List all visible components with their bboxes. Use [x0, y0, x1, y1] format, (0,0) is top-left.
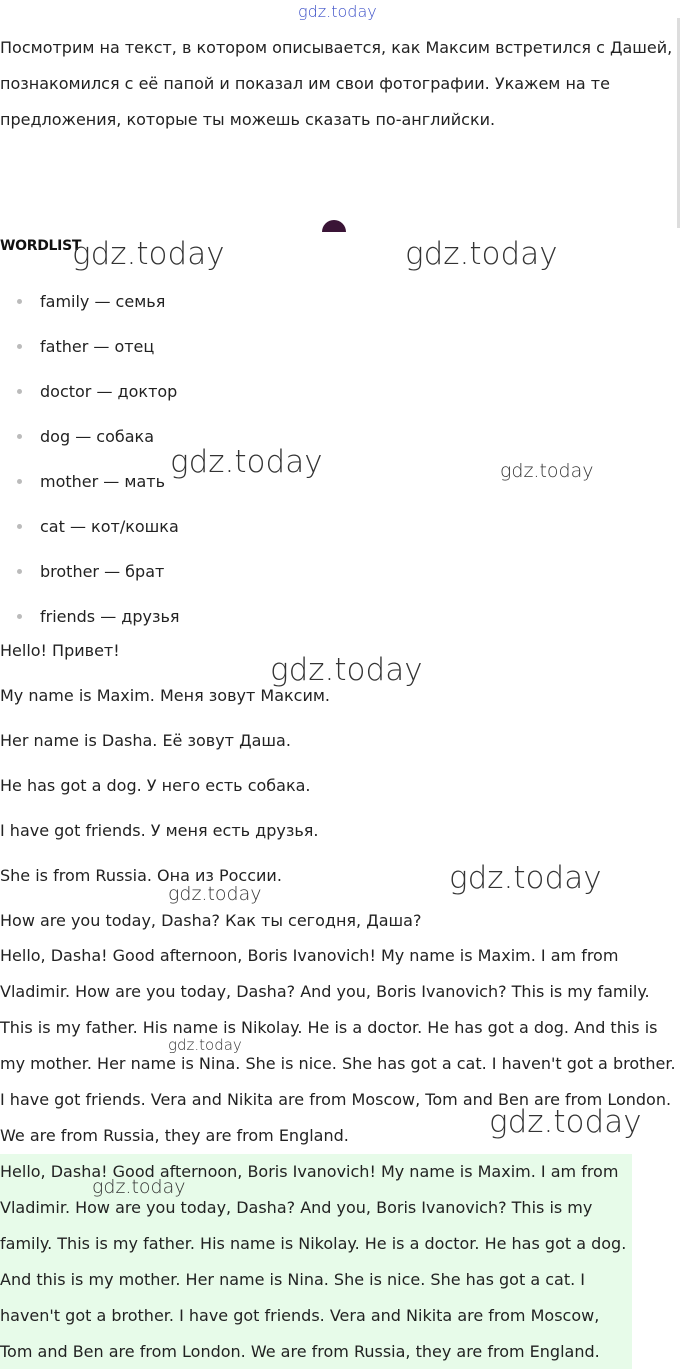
bullet-icon: [17, 389, 22, 394]
word-entry: family — семья: [40, 292, 166, 311]
bullet-icon: [17, 569, 22, 574]
highlighted-paragraph: Hello, Dasha! Good afternoon, Boris Ivanovich! My name is Maxim. I am from Vladimir. How are you today, Dasha? And you, Boris Ivanovich? This is my family. This is my father. His name is Nikolay. He is a doctor. He has got a dog. And this is my mother. Her name is Nina. She is nice. She has got a cat. I haven't got a brother. I have got friends. Vera and Nikita are from Moscow, Tom and Ben are from London. We are from Russia, they are from England.: [0, 1154, 632, 1369]
word-entry: friends — друзья: [40, 607, 180, 626]
list-item: [0, 279, 180, 324]
word-entry: doctor — доктор: [40, 382, 178, 401]
watermark-top: gdz.today: [298, 2, 377, 21]
bullet-icon: [17, 614, 22, 619]
wordlist: [0, 279, 180, 639]
list-item: [0, 504, 180, 549]
list-item: [0, 369, 180, 414]
wordlist-title: WORDLIST: [0, 238, 82, 254]
phrase-line: She is from Russia. Она из России.: [0, 866, 282, 885]
word-entry: mother — мать: [40, 472, 166, 491]
watermark: gdz.today: [168, 883, 262, 905]
phrase-line: My name is Maxim. Меня зовут Максим.: [0, 686, 331, 705]
phrase-line: I have got friends. У меня есть друзья.: [0, 821, 319, 840]
avatar: [322, 220, 346, 244]
bullet-icon: [17, 434, 22, 439]
word-entry: brother — брат: [40, 562, 165, 581]
watermark: gdz.today: [170, 444, 323, 480]
bullet-icon: [17, 479, 22, 484]
watermark: gdz.today: [72, 236, 225, 272]
watermark: gdz.today: [405, 236, 558, 272]
watermark: gdz.today: [92, 1176, 186, 1198]
phrase-line: How are you today, Dasha? Как ты сегодня, Даша?: [0, 911, 422, 930]
watermark: gdz.today: [489, 1104, 642, 1140]
bullet-icon: [17, 344, 22, 349]
list-item: [0, 594, 180, 639]
bullet-icon: [17, 299, 22, 304]
list-item: [0, 459, 180, 504]
phrase-line: Hello! Привет!: [0, 641, 120, 660]
word-entry: father — отец: [40, 337, 155, 356]
watermark: gdz.today: [500, 460, 594, 482]
watermark: gdz.today: [270, 652, 423, 688]
bullet-icon: [17, 524, 22, 529]
word-entry: dog — собака: [40, 427, 154, 446]
list-item: [0, 414, 180, 459]
list-item: [0, 549, 180, 594]
watermark: gdz.today: [449, 860, 602, 896]
phrase-line: Her name is Dasha. Её зовут Даша.: [0, 731, 291, 750]
story-paragraph: Hello, Dasha! Good afternoon, Boris Ivanovich! My name is Maxim. I am from Vladimir. How are you today, Dasha? And you, Boris Ivanovich? This is my family. This is my father. His name is Nikolay. He is a doctor. He has got a dog. And this is my mother. Her name is Nina. She is nice. She has got a cat. I haven't got a brother. I have got friends. Vera and Nikita are from Moscow, Tom and Ben are from London. We are from Russia, they are from England.: [0, 946, 676, 1145]
phrase-line: He has got a dog. У него есть собака.: [0, 776, 311, 795]
watermark: gdz.today: [168, 1036, 242, 1054]
word-entry: cat — кот/кошка: [40, 517, 179, 536]
intro-text: Посмотрим на текст, в котором описывается, как Максим встретился с Дашей, познакомился с её папой и показал им свои фотографии. Укажем на те предложения, которые ты можешь сказать по-английски.: [0, 38, 673, 129]
list-item: [0, 324, 180, 369]
